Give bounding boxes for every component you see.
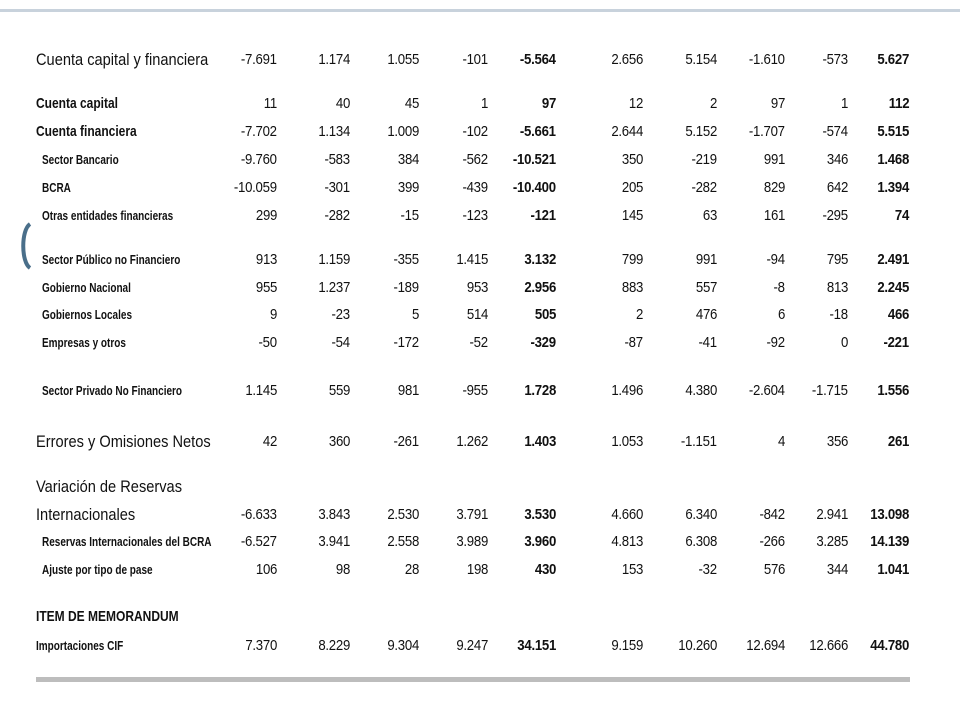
total-cell: 5.515 [877, 123, 909, 140]
value-cell: -295 [822, 207, 848, 224]
total-cell: -10.521 [513, 151, 556, 168]
table-row [0, 92, 960, 116]
value-cell: -7.702 [241, 123, 277, 140]
total-cell: 14.139 [870, 533, 909, 550]
table-row [0, 379, 960, 403]
value-cell: -189 [393, 279, 419, 296]
top-decorative-line [0, 0, 960, 24]
value-cell: 1.009 [387, 123, 419, 140]
value-cell: 955 [255, 279, 277, 296]
value-cell: -101 [462, 51, 488, 68]
value-cell: 360 [328, 433, 350, 450]
total-cell: -329 [530, 334, 556, 351]
row-label: Sector Privado No Financiero [42, 384, 183, 398]
value-cell: 813 [826, 279, 848, 296]
value-cell: -32 [698, 561, 717, 578]
table-row [0, 176, 960, 200]
value-cell: 10.260 [678, 637, 717, 654]
value-cell: -282 [691, 179, 717, 196]
value-cell: 1.145 [245, 382, 277, 399]
value-cell: 9.304 [387, 637, 419, 654]
value-cell: -18 [829, 306, 848, 323]
value-cell: 9 [269, 306, 277, 323]
value-cell: 799 [621, 251, 643, 268]
value-cell: -573 [822, 51, 848, 68]
value-cell: -41 [698, 334, 717, 351]
total-cell: 1.403 [524, 433, 556, 450]
total-cell: 261 [887, 433, 909, 450]
value-cell: 97 [770, 95, 785, 112]
row-label: Empresas y otros [42, 336, 126, 350]
value-cell: 3.941 [318, 533, 350, 550]
value-cell: 2.558 [387, 533, 419, 550]
value-cell: -9.760 [241, 151, 277, 168]
total-cell: 1.041 [877, 561, 909, 578]
value-cell: -2.604 [749, 382, 785, 399]
value-cell: -8 [773, 279, 785, 296]
value-cell: 5 [411, 306, 419, 323]
value-cell: -87 [624, 334, 643, 351]
value-cell: 2.941 [816, 506, 848, 523]
value-cell: 4.660 [611, 506, 643, 523]
total-cell: 2.245 [877, 279, 909, 296]
row-label: ITEM DE MEMORANDUM [36, 608, 179, 625]
value-cell: -583 [324, 151, 350, 168]
value-cell: -261 [393, 433, 419, 450]
value-cell: -172 [393, 334, 419, 351]
total-cell: -5.661 [520, 123, 556, 140]
total-cell: 112 [888, 95, 909, 112]
value-cell: 40 [335, 95, 350, 112]
table-row [0, 248, 960, 272]
table-row [0, 120, 960, 144]
row-label: Reservas Internacionales del BCRA [42, 535, 212, 549]
value-cell: 557 [695, 279, 717, 296]
value-cell: 2.656 [611, 51, 643, 68]
value-cell: 350 [621, 151, 643, 168]
total-cell: 1.728 [524, 382, 556, 399]
value-cell: 476 [695, 306, 717, 323]
value-cell: -15 [400, 207, 419, 224]
total-cell: 3.530 [524, 506, 556, 523]
value-cell: -266 [759, 533, 785, 550]
value-cell: -562 [462, 151, 488, 168]
total-cell: -221 [883, 334, 909, 351]
value-cell: 384 [397, 151, 419, 168]
value-cell: -219 [691, 151, 717, 168]
value-cell: 28 [404, 561, 419, 578]
value-cell: 12.694 [746, 637, 785, 654]
value-cell: 991 [695, 251, 717, 268]
value-cell: -54 [331, 334, 350, 351]
value-cell: 576 [763, 561, 785, 578]
value-cell: -23 [331, 306, 350, 323]
value-cell: 12 [628, 95, 643, 112]
value-cell: 981 [397, 382, 419, 399]
value-cell: -301 [324, 179, 350, 196]
row-label: Sector Público no Financiero [42, 253, 181, 267]
value-cell: 205 [621, 179, 643, 196]
value-cell: 3.285 [816, 533, 848, 550]
table-row [0, 503, 960, 527]
value-cell: 1.237 [318, 279, 350, 296]
value-cell: 991 [763, 151, 785, 168]
value-cell: 642 [826, 179, 848, 196]
value-cell: 42 [262, 433, 277, 450]
value-cell: 6 [777, 306, 785, 323]
total-cell: 44.780 [870, 637, 909, 654]
table-row [0, 634, 960, 658]
value-cell: 106 [255, 561, 277, 578]
row-label: BCRA [42, 181, 71, 195]
value-cell: 1.055 [387, 51, 419, 68]
table-row [0, 303, 960, 327]
value-cell: 1.262 [456, 433, 488, 450]
row-label: Cuenta capital y financiera [36, 50, 209, 69]
value-cell: -6.527 [241, 533, 277, 550]
total-cell: 97 [541, 95, 556, 112]
total-cell: 466 [887, 306, 909, 323]
table-row [0, 148, 960, 172]
row-label: Importaciones CIF [36, 639, 124, 653]
row-label: Errores y Omisiones Netos [36, 432, 211, 451]
row-label: Cuenta capital [36, 95, 119, 112]
value-cell: 2.644 [611, 123, 643, 140]
value-cell: 913 [255, 251, 277, 268]
row-label: Gobierno Nacional [42, 281, 131, 295]
value-cell: 346 [826, 151, 848, 168]
bottom-divider [36, 677, 910, 682]
value-cell: -1.610 [749, 51, 785, 68]
total-cell: 13.098 [870, 506, 909, 523]
value-cell: 45 [404, 95, 419, 112]
value-cell: 63 [702, 207, 717, 224]
value-cell: 344 [826, 561, 848, 578]
value-cell: -6.633 [241, 506, 277, 523]
value-cell: -102 [462, 123, 488, 140]
total-cell: -10.400 [513, 179, 556, 196]
value-cell: 399 [397, 179, 419, 196]
total-cell: 74 [894, 207, 909, 224]
total-cell: 1.394 [877, 179, 909, 196]
value-cell: 12.666 [809, 637, 848, 654]
row-label: Otras entidades financieras [42, 209, 174, 223]
value-cell: 829 [763, 179, 785, 196]
value-cell: 9.159 [611, 637, 643, 654]
total-cell: 2.491 [877, 251, 909, 268]
total-cell: 34.151 [517, 637, 556, 654]
value-cell: 883 [621, 279, 643, 296]
value-cell: 4.813 [611, 533, 643, 550]
table-row [0, 430, 960, 454]
row-label: Sector Bancario [42, 153, 119, 167]
value-cell: 11 [263, 95, 277, 112]
total-cell: -121 [530, 207, 556, 224]
value-cell: 1.159 [318, 251, 350, 268]
table-row [0, 276, 960, 300]
table-row [0, 331, 960, 355]
value-cell: 5.152 [685, 123, 717, 140]
total-cell: 2.956 [524, 279, 556, 296]
row-label: Ajuste por tipo de pase [42, 563, 153, 577]
value-cell: -842 [759, 506, 785, 523]
value-cell: 1 [480, 95, 488, 112]
value-cell: 795 [826, 251, 848, 268]
value-cell: 0 [840, 334, 848, 351]
row-label: Internacionales [36, 505, 136, 524]
value-cell: -52 [469, 334, 488, 351]
value-cell: 8.229 [318, 637, 350, 654]
value-cell: 7.370 [245, 637, 277, 654]
value-cell: 9.247 [456, 637, 488, 654]
value-cell: 3.843 [318, 506, 350, 523]
table-row [0, 558, 960, 582]
value-cell: -1.715 [812, 382, 848, 399]
row-label: Cuenta financiera [36, 123, 137, 140]
value-cell: 4 [777, 433, 785, 450]
value-cell: 153 [621, 561, 643, 578]
total-cell: 3.132 [524, 251, 556, 268]
value-cell: 514 [466, 306, 488, 323]
value-cell: 1.415 [456, 251, 488, 268]
value-cell: 356 [826, 433, 848, 450]
value-cell: -1.151 [681, 433, 717, 450]
row-label: Gobiernos Locales [42, 308, 133, 322]
table-row [0, 605, 960, 629]
value-cell: 98 [335, 561, 350, 578]
table-row [0, 475, 960, 499]
value-cell: -955 [462, 382, 488, 399]
total-cell: 430 [534, 561, 556, 578]
total-cell: 1.556 [877, 382, 909, 399]
value-cell: 1.496 [611, 382, 643, 399]
value-cell: -50 [258, 334, 277, 351]
value-cell: -94 [766, 251, 785, 268]
table-row [0, 48, 960, 72]
total-cell: 505 [534, 306, 556, 323]
value-cell: -92 [766, 334, 785, 351]
value-cell: 6.308 [685, 533, 717, 550]
total-cell: -5.564 [520, 51, 556, 68]
value-cell: 198 [466, 561, 488, 578]
value-cell: 4.380 [685, 382, 717, 399]
value-cell: -123 [462, 207, 488, 224]
value-cell: -439 [462, 179, 488, 196]
value-cell: -355 [393, 251, 419, 268]
value-cell: 299 [255, 207, 277, 224]
value-cell: 2 [709, 95, 717, 112]
value-cell: -10.059 [234, 179, 277, 196]
table-row [0, 530, 960, 554]
value-cell: 5.154 [685, 51, 717, 68]
row-label: Variación de Reservas [36, 477, 183, 496]
total-cell: 3.960 [524, 533, 556, 550]
value-cell: 1 [840, 95, 848, 112]
value-cell: 1.174 [318, 51, 350, 68]
value-cell: 145 [621, 207, 643, 224]
table-row [0, 204, 960, 228]
value-cell: 559 [328, 382, 350, 399]
value-cell: 161 [763, 207, 785, 224]
value-cell: 6.340 [685, 506, 717, 523]
value-cell: 1.134 [318, 123, 350, 140]
value-cell: 3.791 [456, 506, 488, 523]
value-cell: -574 [822, 123, 848, 140]
value-cell: 953 [466, 279, 488, 296]
value-cell: 1.053 [611, 433, 643, 450]
value-cell: -1.707 [749, 123, 785, 140]
total-cell: 5.627 [877, 51, 909, 68]
value-cell: 3.989 [456, 533, 488, 550]
value-cell: 2.530 [387, 506, 419, 523]
value-cell: -282 [324, 207, 350, 224]
value-cell: -7.691 [241, 51, 277, 68]
value-cell: 2 [635, 306, 643, 323]
total-cell: 1.468 [877, 151, 909, 168]
